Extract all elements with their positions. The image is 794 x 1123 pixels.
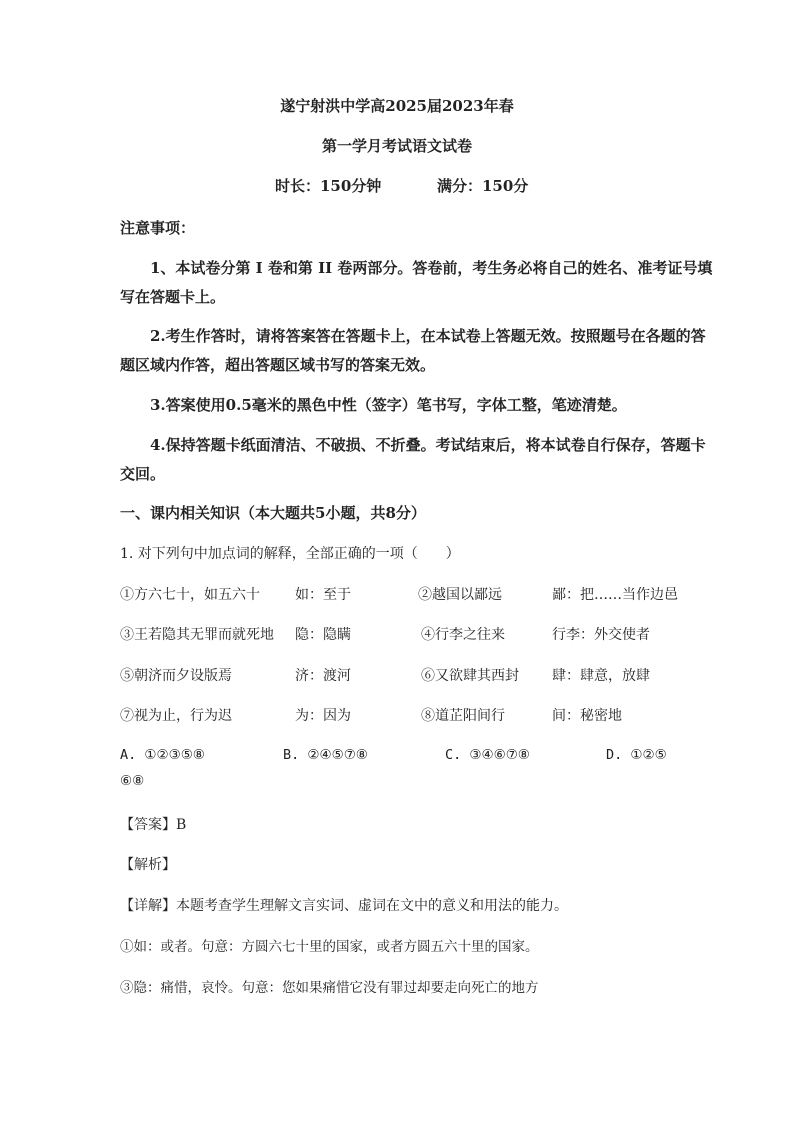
- notice-item-4-line1: 4.保持答题卡纸面清洁、不破损、不折叠。考试结束后，将本试卷自行保存，答题卡: [150, 436, 706, 454]
- row-3-gloss-b: 肆：肆意，放肆: [552, 668, 650, 684]
- row-4-sentence-b: ⑧道芷阳间行: [421, 708, 505, 724]
- section-1-heading: 一、课内相关知识（本大题共5小题，共8分）: [120, 504, 426, 522]
- row-3-sentence-a: ⑤朝济而夕设版焉: [120, 668, 232, 684]
- note-item-1: ①如：或者。句意：方圆六七十里的国家，或者方圆五六十里的国家。: [120, 939, 539, 955]
- row-1-sentence-a: ①方六七十，如五六十: [120, 587, 260, 603]
- row-3-sentence-b: ⑥又欲肆其西封: [421, 668, 519, 684]
- row-2-sentence-b: ④行李之往来: [421, 627, 505, 643]
- row-1-gloss-b: 鄙：把……当作边邑: [552, 587, 678, 603]
- notice-item-2-line2: 题区域内作答，超出答题区域书写的答案无效。: [120, 356, 436, 374]
- row-1-gloss-a: 如：至于: [295, 587, 351, 603]
- notice-item-3: 3.答案使用0.5毫米的黑色中性（签字）笔书写，字体工整，笔迹清楚。: [150, 396, 627, 414]
- exam-title-line1: 遂宁射洪中学高2025届2023年春: [280, 97, 514, 115]
- analysis-label: 【解析】: [120, 857, 176, 873]
- row-2-sentence-a: ③王若隐其无罪而就死地: [120, 627, 274, 643]
- exam-title-line2: 第一学月考试语文试卷: [321, 137, 472, 155]
- option-b: B. ②④⑤⑦⑧: [283, 747, 368, 763]
- option-c: C. ③④⑥⑦⑧: [445, 747, 530, 763]
- row-3-gloss-a: 济：渡河: [295, 668, 351, 684]
- row-1-sentence-b: ②越国以鄙远: [418, 587, 502, 603]
- exam-full-score: 满分：150分: [437, 177, 529, 195]
- option-d-line2: ⑥⑧: [120, 773, 145, 789]
- notice-item-2-line1: 2.考生作答时，请将答案答在答题卡上，在本试卷上答题无效。按照题号在各题的答: [150, 327, 706, 345]
- row-2-gloss-a: 隐：隐瞒: [295, 627, 351, 643]
- option-d-line1: D. ①②⑤: [606, 747, 667, 763]
- row-4-sentence-a: ⑦视为止，行为迟: [120, 708, 232, 724]
- notice-heading: 注意事项：: [120, 219, 196, 237]
- question-1-stem: 1. 对下列句中加点词的解释，全部正确的一项（ ）: [120, 546, 460, 562]
- exam-duration: 时长：150分钟: [275, 177, 382, 195]
- notice-item-1-line2: 写在答题卡上。: [120, 288, 226, 306]
- notice-item-1-line1: 1、本试卷分第 I 卷和第 II 卷两部分。答卷前，考生务必将自己的姓名、准考证号填: [150, 259, 713, 277]
- row-4-gloss-b: 间：秘密地: [552, 708, 622, 724]
- row-2-gloss-b: 行李：外交使者: [552, 627, 650, 643]
- detail-explanation: 【详解】本题考查学生理解文言实词、虚词在文中的意义和用法的能力。: [120, 898, 568, 914]
- notice-item-4-line2: 交回。: [120, 465, 166, 483]
- note-item-3: ③隐：痛惜，哀怜。句意：您如果痛惜它没有罪过却要走向死亡的地方: [120, 980, 539, 996]
- option-a: A. ①②③⑤⑧: [120, 747, 205, 763]
- row-4-gloss-a: 为：因为: [295, 708, 351, 724]
- answer-label: 【答案】B: [120, 817, 187, 833]
